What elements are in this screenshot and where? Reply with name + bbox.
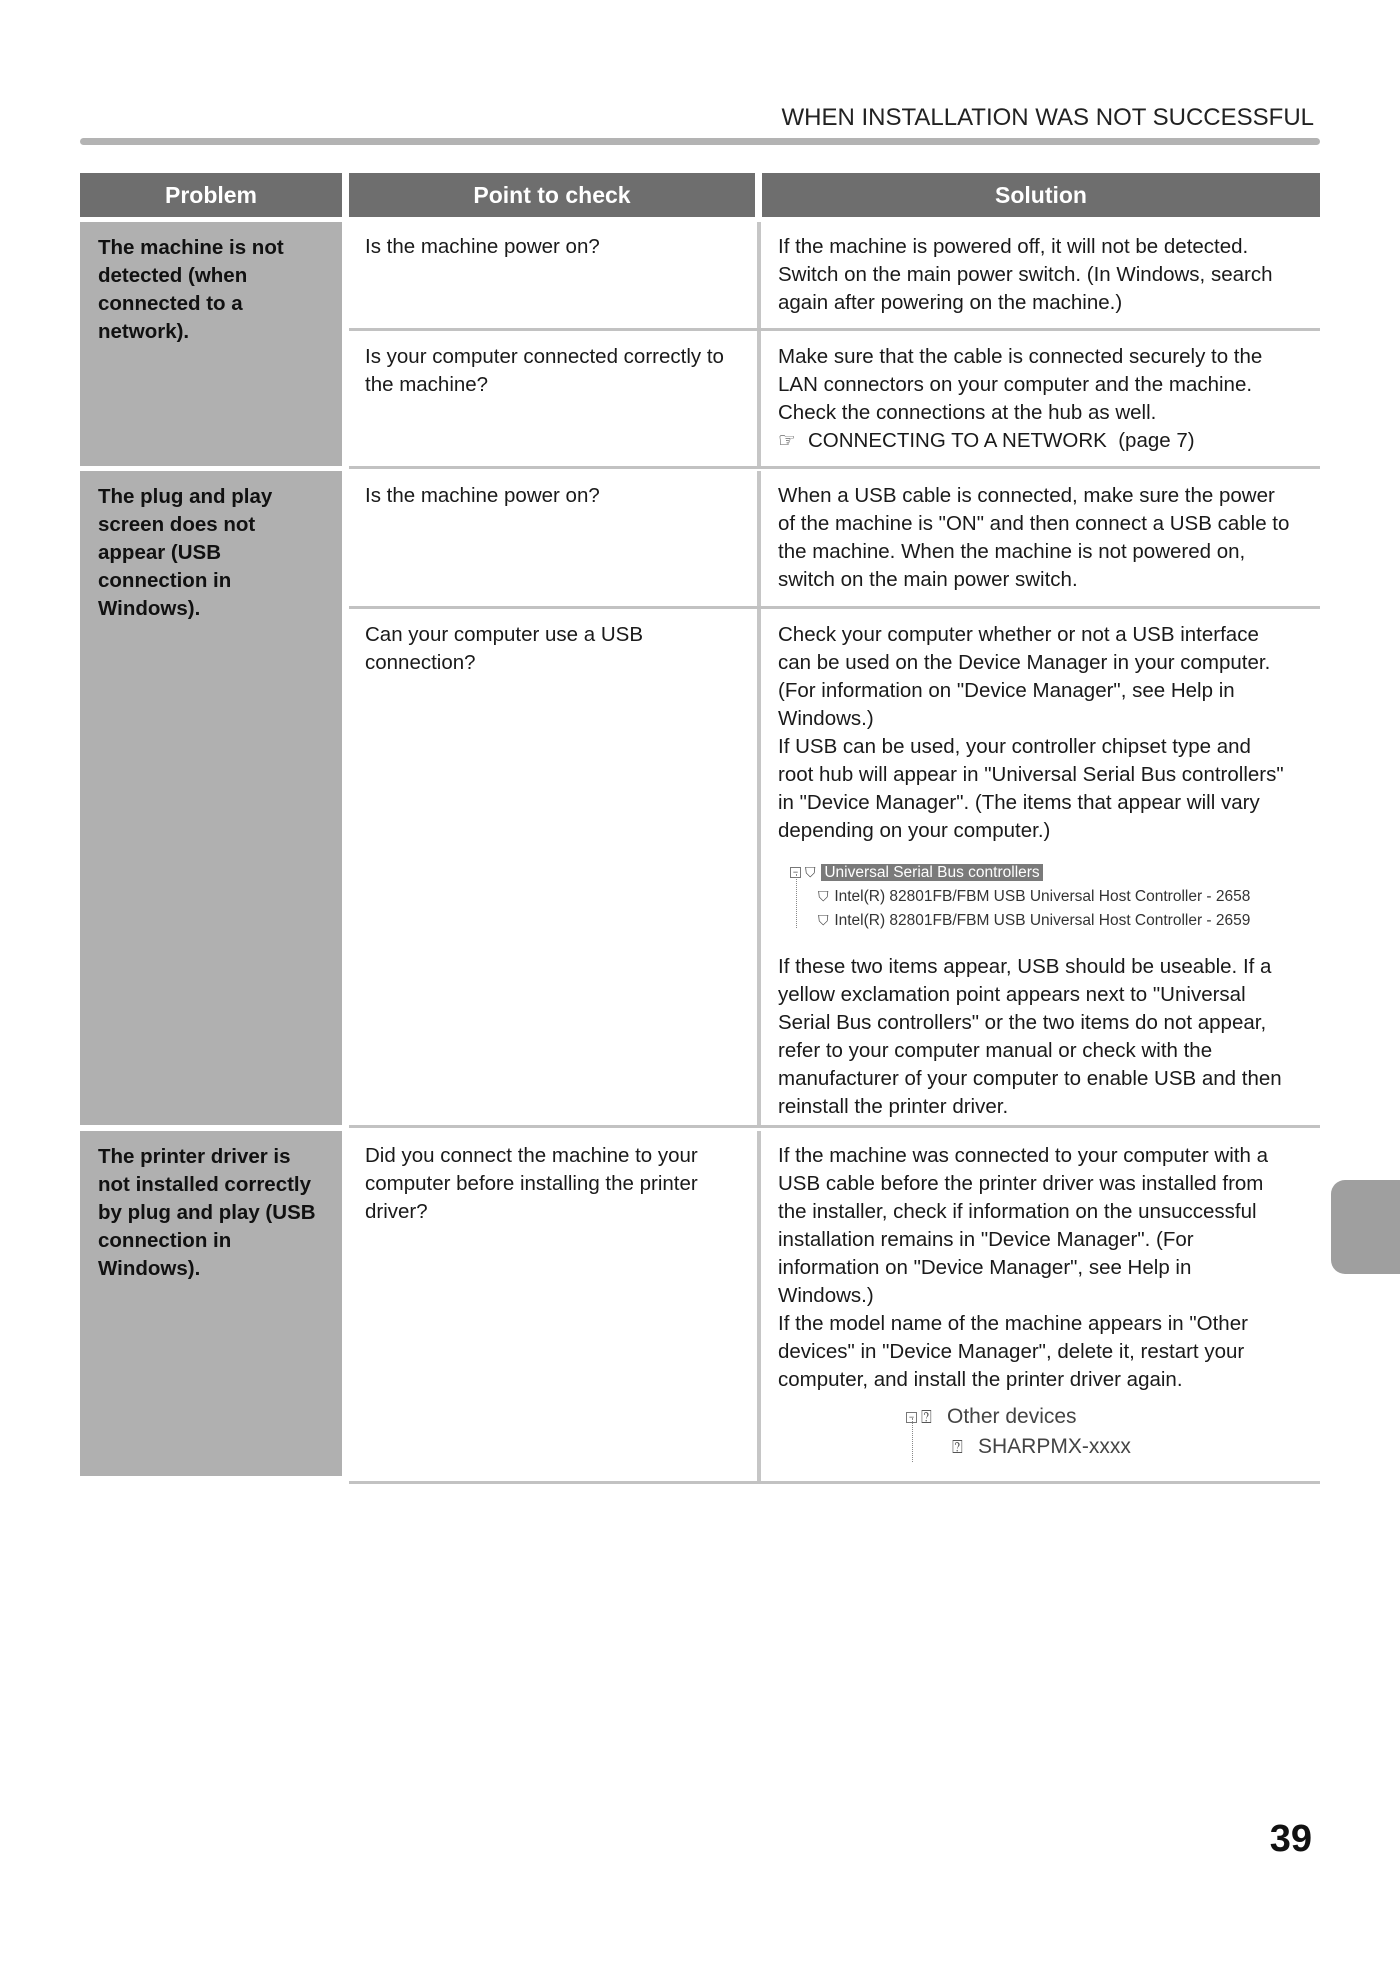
solution-text-line: If these two items appear, USB should be useable. If a <box>778 955 1272 978</box>
solution-text-line: can be used on the Device Manager in your computer. <box>778 651 1271 674</box>
point-text-line: Is your computer connected correctly to <box>365 345 724 368</box>
solution-text-line: the machine. When the machine is not powered on, <box>778 540 1246 563</box>
unknown-device-icon: ⍰ <box>921 1407 932 1427</box>
solution-text-line: computer, and install the printer driver again. <box>778 1368 1183 1391</box>
column-header-point-to-check: Point to check <box>349 173 755 217</box>
problem-text-line: appear (USB <box>98 541 222 564</box>
problem-cell <box>80 1131 342 1476</box>
solution-text-line: reinstall the printer driver. <box>778 1095 1009 1118</box>
cross-reference[interactable] <box>778 427 1306 455</box>
point-cell <box>349 332 755 399</box>
collapse-icon[interactable]: − <box>906 1412 917 1423</box>
device-tree-child-label: SHARPMX-xxxx <box>978 1435 1131 1458</box>
device-tree-parent[interactable] <box>906 1402 1131 1432</box>
point-text-line: Can your computer use a USB <box>365 623 644 646</box>
solution-text-line: Switch on the main power switch. (In Windows, search <box>778 263 1273 286</box>
collapse-icon[interactable]: − <box>790 867 801 878</box>
chapter-thumb-tab <box>1331 1180 1400 1274</box>
device-tree-child-label: Intel(R) 82801FB/FBM USB Universal Host Controller - 2658 <box>834 888 1251 905</box>
row-divider <box>349 606 1320 609</box>
solution-text-line: If the model name of the machine appears in "Other <box>778 1312 1248 1335</box>
column-header-problem: Problem <box>80 173 342 217</box>
row-divider <box>349 328 1320 331</box>
point-text-line: connection? <box>365 651 476 674</box>
point-text-line: the machine? <box>365 373 489 396</box>
solution-cell <box>762 222 1320 317</box>
problem-text-line: connection in <box>98 569 232 592</box>
solution-cell-continued <box>762 942 1320 1121</box>
problem-text-line: The printer driver is <box>98 1145 291 1168</box>
pointing-hand-icon: ☞ <box>778 430 796 452</box>
device-tree-parent-label: Other devices <box>947 1405 1077 1428</box>
problem-text-line: Windows). <box>98 597 201 620</box>
solution-text-line: of the machine is "ON" and then connect a USB cable to <box>778 512 1290 535</box>
row-divider <box>349 466 1320 469</box>
solution-text-line: Check your computer whether or not a USB interface <box>778 623 1259 646</box>
point-cell <box>349 610 755 677</box>
point-text-line: Did you connect the machine to your <box>365 1144 698 1167</box>
device-tree-parent-label: Universal Serial Bus controllers <box>821 864 1042 881</box>
point-text-line: computer before installing the printer <box>365 1172 698 1195</box>
solution-text-line: (For information on "Device Manager", see Help in <box>778 679 1235 702</box>
header-rule <box>80 138 1320 145</box>
problem-text-line: network). <box>98 320 190 343</box>
device-tree-parent[interactable] <box>790 860 1250 884</box>
solution-text-line: Windows.) <box>778 1284 874 1307</box>
usb-icon: ⛉ <box>805 864 816 880</box>
reference-page: (page 7) <box>1118 429 1195 452</box>
other-devices-tree <box>906 1402 1131 1462</box>
solution-text-line: information on "Device Manager", see Help in <box>778 1256 1192 1279</box>
solution-text-line: depending on your computer.) <box>778 819 1051 842</box>
solution-text-line: the installer, check if information on the unsuccessful <box>778 1200 1257 1223</box>
solution-text-line: in "Device Manager". (The items that appear will vary <box>778 791 1260 814</box>
device-tree-child[interactable] <box>790 908 1250 932</box>
point-text-line: Is the machine power on? <box>365 235 600 258</box>
solution-text-line: Windows.) <box>778 707 874 730</box>
problem-text-line: by plug and play (USB <box>98 1201 316 1224</box>
column-divider <box>757 471 761 1125</box>
solution-text-line: Check the connections at the hub as well. <box>778 401 1157 424</box>
solution-text-line: manufacturer of your computer to enable USB and then <box>778 1067 1282 1090</box>
solution-text-line: USB cable before the printer driver was installed from <box>778 1172 1264 1195</box>
solution-cell <box>762 471 1320 594</box>
table-bottom-rule <box>349 1481 1320 1484</box>
solution-text-line: root hub will appear in "Universal Serial Bus controllers" <box>778 763 1284 786</box>
usb-icon: ⛉ <box>818 912 829 928</box>
column-header-solution: Solution <box>762 173 1320 217</box>
unknown-device-icon: ⍰ <box>952 1437 963 1457</box>
problem-text-line: not installed correctly <box>98 1173 312 1196</box>
solution-cell <box>762 610 1320 845</box>
solution-text-line: When a USB cable is connected, make sure the power <box>778 484 1275 507</box>
solution-text-line: installation remains in "Device Manager". (For <box>778 1228 1194 1251</box>
reference-text: CONNECTING TO A NETWORK <box>808 429 1107 452</box>
usb-device-tree <box>790 860 1250 932</box>
solution-text-line: switch on the main power switch. <box>778 568 1078 591</box>
column-divider <box>757 1131 761 1481</box>
solution-text-line: refer to your computer manual or check with the <box>778 1039 1213 1062</box>
problem-text-line: screen does not <box>98 513 256 536</box>
solution-text-line: devices" in "Device Manager", delete it, restart your <box>778 1340 1245 1363</box>
device-tree-child-label: Intel(R) 82801FB/FBM USB Universal Host Controller - 2659 <box>834 912 1251 929</box>
solution-text-line: LAN connectors on your computer and the machine. <box>778 373 1253 396</box>
solution-text-line: If USB can be used, your controller chipset type and <box>778 735 1251 758</box>
solution-text-line: yellow exclamation point appears next to "Universal <box>778 983 1246 1006</box>
device-tree-child[interactable] <box>790 884 1250 908</box>
problem-text-line: The plug and play <box>98 485 273 508</box>
solution-text-line: again after powering on the machine.) <box>778 291 1123 314</box>
point-cell <box>349 222 755 261</box>
solution-cell <box>762 1131 1320 1394</box>
device-tree-child[interactable] <box>906 1432 1131 1462</box>
point-text-line: Is the machine power on? <box>365 484 600 507</box>
column-divider <box>757 222 761 466</box>
problem-text-line: detected (when <box>98 264 248 287</box>
problem-text-line: Windows). <box>98 1257 201 1280</box>
problem-cell <box>80 471 342 1125</box>
usb-icon: ⛉ <box>818 888 829 904</box>
row-divider <box>349 1125 1320 1128</box>
solution-text-line: If the machine is powered off, it will not be detected. <box>778 235 1249 258</box>
problem-text-line: connection in <box>98 1229 232 1252</box>
point-cell <box>349 1131 755 1226</box>
solution-cell <box>762 332 1320 455</box>
problem-text-line: connected to a <box>98 292 243 315</box>
problem-cell <box>80 222 342 466</box>
point-cell <box>349 471 755 510</box>
point-text-line: driver? <box>365 1200 428 1223</box>
solution-text-line: If the machine was connected to your computer with a <box>778 1144 1268 1167</box>
solution-text-line: Make sure that the cable is connected securely to the <box>778 345 1263 368</box>
problem-text-line: The machine is not <box>98 236 284 259</box>
solution-text-line: Serial Bus controllers" or the two items do not appear, <box>778 1011 1267 1034</box>
running-header: WHEN INSTALLATION WAS NOT SUCCESSFUL <box>781 104 1314 131</box>
page-number: 39 <box>1269 1818 1312 1860</box>
